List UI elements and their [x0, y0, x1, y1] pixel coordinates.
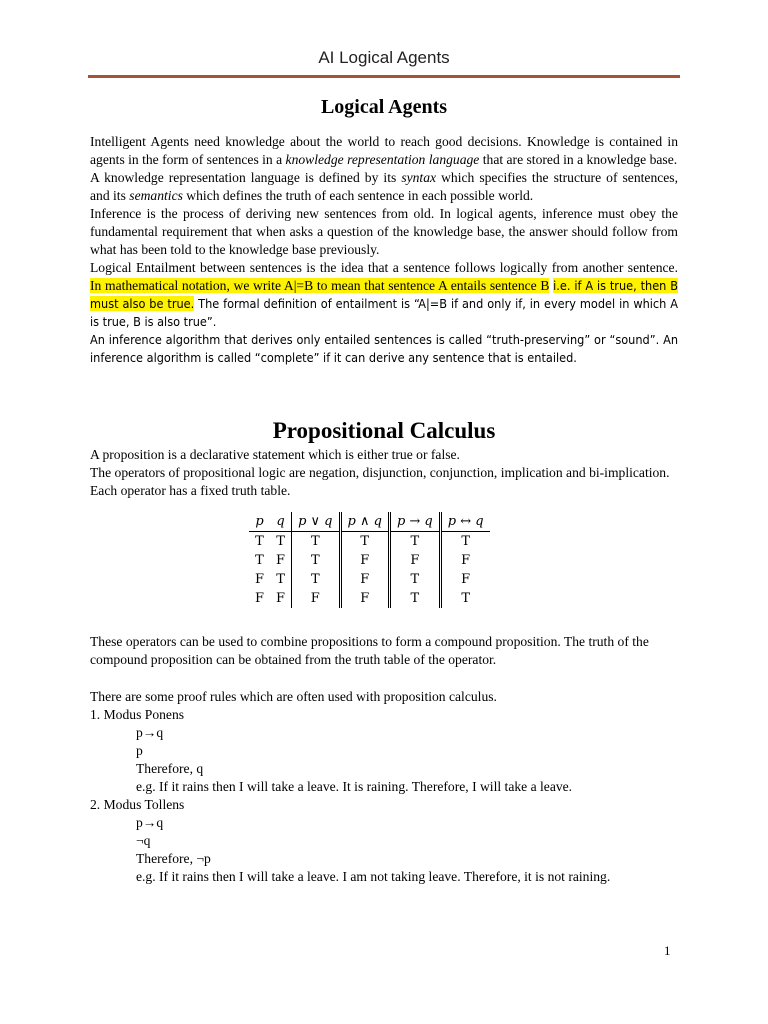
truth-table-cell: F: [255, 572, 265, 587]
truth-table-header: p ∨ q: [292, 512, 340, 532]
highlighted-text: i.e. if A is true, then B must also be true.: [90, 278, 679, 311]
truth-table-cell: T: [270, 570, 292, 589]
truth-table-header: p ↔ q: [440, 512, 489, 532]
truth-table-cell: F: [255, 591, 265, 606]
proof-rules-list: [90, 706, 678, 886]
truth-table-cell: F: [340, 551, 389, 570]
truth-table-cell: T: [461, 534, 470, 549]
paragraph-entailment: Logical Entailment between sentences is the idea that a sentence follows logically from another sentence. In mathematical notation, we write A|=B to mean that sentence A entails sentence B i.e. if A is true, then B must also be true. The formal definition of entailment is “A|=B if and only if, in every model in which A is true, B is also true”.: [90, 260, 679, 329]
truth-table-cell: F: [270, 551, 292, 570]
truth-table-cell: T: [292, 532, 340, 552]
truth-table-cell: T: [292, 551, 340, 570]
paragraph-compound-proposition: These operators can be used to combine propositions to form a compound proposition. The truth of the compound proposition can be obtained from the truth table of the operator.: [90, 634, 649, 667]
truth-table-cell: T: [292, 570, 340, 589]
rule-example: e.g. If it rains then I will take a leave. I am not taking leave. Therefore, it is not raining.: [136, 869, 611, 884]
truth-table-cell: T: [389, 532, 440, 552]
section-title-propositional-calculus: Propositional Calculus: [272, 418, 496, 443]
rule-name-modus-ponens: 1. Modus Ponens: [90, 707, 185, 722]
truth-table-cell: T: [461, 591, 470, 606]
page-number: 1: [664, 943, 671, 958]
truth-table-cell: T: [255, 534, 264, 549]
rule-line: p→q: [136, 725, 164, 740]
truth-table-row: [249, 551, 490, 570]
truth-table: [249, 512, 490, 608]
rule-line: p: [136, 743, 143, 758]
rule-example: e.g. If it rains then I will take a leave. It is raining. Therefore, I will take a leave.: [136, 779, 573, 794]
paragraph-intro: Intelligent Agents need knowledge about the world to reach good decisions. Knowledge is contained in agents in the form of sentences in a knowledge representation language that are stored in a knowledge base.: [90, 134, 678, 167]
truth-table-cell: F: [340, 570, 389, 589]
truth-table-row: [249, 532, 490, 552]
truth-table-cell: T: [270, 532, 292, 552]
truth-table-cell: T: [340, 532, 389, 552]
section-title-logical-agents: Logical Agents: [320, 96, 448, 118]
truth-table-cell: F: [461, 572, 471, 587]
running-header-title: AI Logical Agents: [318, 48, 450, 67]
proof-rules-section: [90, 688, 678, 886]
truth-table-header: p ∧ q: [340, 512, 389, 532]
list-item: [90, 796, 678, 886]
paragraph-knowledge-representation: A knowledge representation language is defined by its syntax which specifies the structure of sentences, and its semantics which defines the truth of each sentence in each possible world.: [90, 170, 678, 203]
truth-table-header: p → q: [389, 512, 440, 532]
paragraph-inference: Inference is the process of deriving new sentences from old. In logical agents, inference must obey the fundamental requirement that when asks a question of the knowledge base, the answer should follow from what has been told to the knowledge base previously.: [90, 206, 678, 257]
truth-table-cell: F: [389, 551, 440, 570]
truth-table-header: p: [249, 512, 270, 532]
rule-name-modus-tollens: 2. Modus Tollens: [90, 797, 185, 812]
truth-table-cell: F: [340, 589, 389, 608]
truth-table-cell: T: [389, 570, 440, 589]
truth-table-row: [249, 589, 490, 608]
truth-table-cell: F: [461, 553, 471, 568]
paragraph-operators: The operators of propositional logic are negation, disjunction, conjunction, implication and bi-implication. Each operator has a fixed truth table.: [90, 465, 670, 498]
header-rule: [88, 75, 680, 78]
truth-table-header: q: [270, 512, 292, 532]
list-item: [90, 706, 678, 796]
propositional-calculus-intro: [90, 446, 678, 500]
rule-line: p→q: [136, 815, 164, 830]
rule-line: ¬q: [136, 833, 151, 848]
highlighted-text: In mathematical notation, we write A|=B to mean that sentence A entails sentence B: [90, 278, 550, 293]
paragraph-proposition: A proposition is a declarative statement which is either true or false.: [90, 447, 460, 462]
truth-table-cell: T: [255, 553, 264, 568]
truth-table-cell: T: [389, 589, 440, 608]
rule-line: Therefore, q: [136, 761, 204, 776]
rule-line: Therefore, ¬p: [136, 851, 211, 866]
proof-rules-intro: There are some proof rules which are often used with proposition calculus.: [90, 689, 497, 704]
paragraph-sound-complete: An inference algorithm that derives only entailed sentences is called “truth-preserving” or “sound”. An inference algorithm is called “complete” if it can derive any sentence that is entailed.: [90, 332, 678, 365]
truth-table-cell: F: [270, 589, 292, 608]
truth-table-cell: F: [292, 589, 340, 608]
truth-table-row: [249, 570, 490, 589]
logical-agents-body: [90, 133, 678, 367]
